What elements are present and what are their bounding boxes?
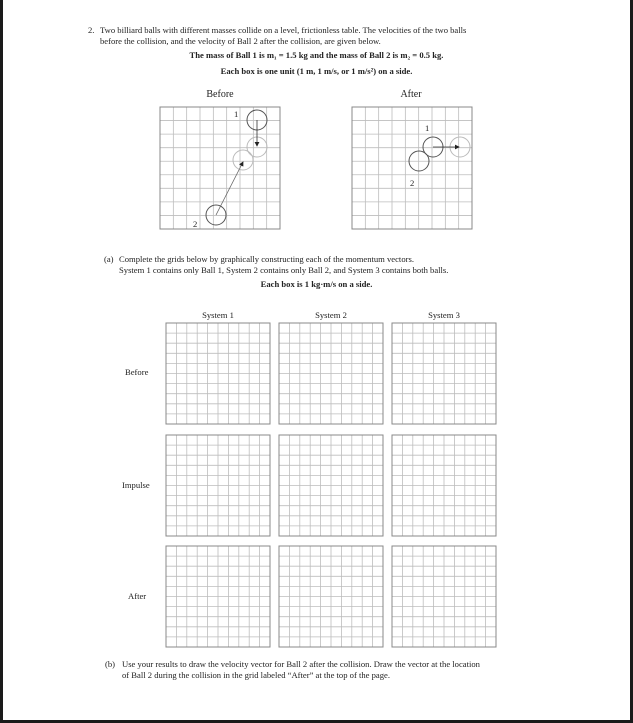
after-ball2-label: 2 bbox=[410, 178, 415, 188]
part-b-line2: of Ball 2 during the collision in the grid labeled “After” at the top of the page. bbox=[122, 670, 390, 680]
momentum-grid-r3-c2 bbox=[279, 546, 383, 647]
row-label-after: After bbox=[128, 591, 147, 601]
before-ball1-label: 1 bbox=[234, 109, 239, 119]
row-label-before: Before bbox=[125, 367, 149, 377]
before-ball2-label: 2 bbox=[193, 219, 198, 229]
part-b-line1: Use your results to draw the velocity vector for Ball 2 after the collision. Draw the vector at the location bbox=[122, 659, 480, 669]
problem-number: 2. bbox=[88, 25, 95, 35]
momentum-grid-r2-c1 bbox=[166, 435, 270, 536]
momentum-grid-r1-c2 bbox=[279, 323, 383, 424]
column-header-system-3: System 3 bbox=[428, 310, 460, 320]
part-a-line2: System 1 contains only Ball 1, System 2 contains only Ball 2, and System 3 contains both balls. bbox=[119, 265, 449, 275]
mass-statement: The mass of Ball 1 is m₁ = 1.5 kg and the mass of Ball 2 is m₂ = 0.5 kg. bbox=[189, 50, 444, 60]
momentum-grid-r3-c3 bbox=[392, 546, 496, 647]
momentum-grid-r2-c3 bbox=[392, 435, 496, 536]
ball-2-collision-circle bbox=[233, 150, 253, 170]
momentum-grid-r3-c1 bbox=[166, 546, 270, 647]
after-diagram-title: After bbox=[400, 89, 422, 100]
before-grid bbox=[160, 107, 280, 229]
problem-intro-line1: Two billiard balls with different masses collide on a level, frictionless table. The velocities of the two balls bbox=[100, 25, 467, 35]
momentum-grid-r1-c1 bbox=[166, 323, 270, 424]
part-a-line1: Complete the grids below by graphically constructing each of the momentum vectors. bbox=[119, 254, 414, 264]
part-a-unit: Each box is 1 kg·m/s on a side. bbox=[260, 279, 373, 289]
momentum-grid-r1-c3 bbox=[392, 323, 496, 424]
before-diagram-title: Before bbox=[206, 89, 234, 100]
row-label-impulse: Impulse bbox=[122, 480, 150, 490]
column-header-system-2: System 2 bbox=[315, 310, 347, 320]
grid-diagrams bbox=[3, 0, 630, 720]
momentum-grid-r2-c2 bbox=[279, 435, 383, 536]
part-b-label: (b) bbox=[105, 659, 116, 669]
after-ball1-label: 1 bbox=[425, 123, 430, 133]
problem-intro-line2: before the collision, and the velocity of Ball 2 after the collision, are given below. bbox=[100, 36, 381, 46]
part-a-label: (a) bbox=[104, 254, 114, 264]
column-header-system-1: System 1 bbox=[202, 310, 234, 320]
unit-statement: Each box is one unit (1 m, 1 m/s, or 1 m/s²) on a side. bbox=[220, 66, 413, 76]
worksheet-page bbox=[3, 0, 630, 720]
